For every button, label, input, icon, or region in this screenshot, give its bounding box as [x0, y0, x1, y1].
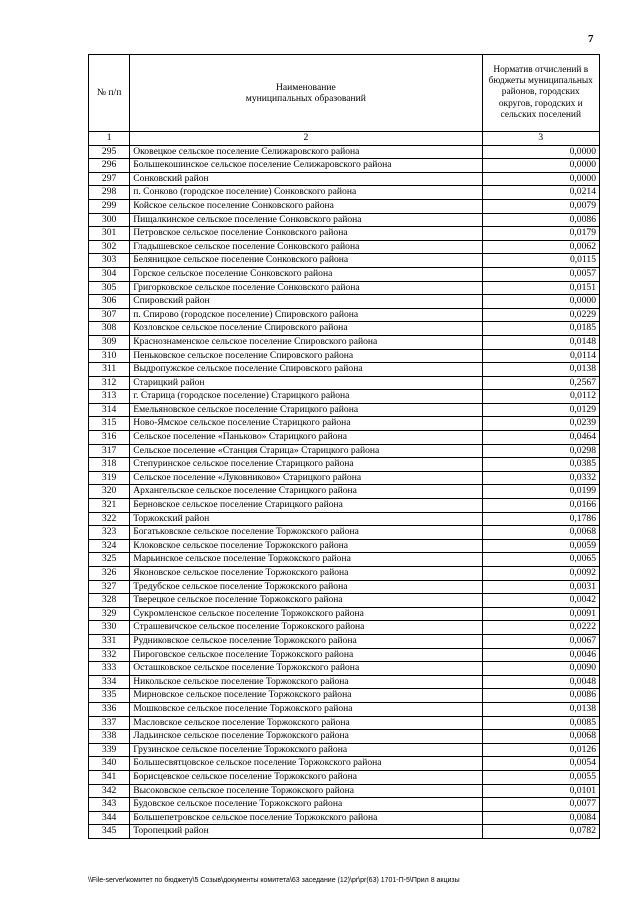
norm-value: 0,0114: [482, 349, 599, 363]
municipality-name: Высоковское сельское поселение Торжокского района: [130, 784, 482, 798]
norm-value: 0,0086: [482, 213, 599, 227]
municipality-name: Выдропужское сельское поселение Спировского района: [130, 363, 482, 377]
norm-value: 0,0042: [482, 594, 599, 608]
row-number: 296: [89, 159, 130, 173]
table-row: [89, 186, 600, 200]
norm-value: 0,0239: [482, 417, 599, 431]
header-norm: Норматив отчислений в бюджеты муниципальных районов, городских округов, городских и сельских поселений: [482, 55, 599, 132]
municipality-name: Койское сельское поселение Сонковского района: [130, 199, 482, 213]
municipality-name: Тверецкое сельское поселение Торжокского района: [130, 594, 482, 608]
municipality-name: Борисцевское сельское поселение Торжокского района: [130, 770, 482, 784]
municipality-name: Спировский район: [130, 295, 482, 309]
table-row: [89, 308, 600, 322]
row-number: 326: [89, 567, 130, 581]
table-row: [89, 689, 600, 703]
municipality-name: г. Старица (городское поселение) Старицкого района: [130, 390, 482, 404]
header-name: [130, 55, 482, 132]
row-number: 314: [89, 403, 130, 417]
row-number: 312: [89, 376, 130, 390]
municipality-name: Сельское поселение «Паньково» Старицкого района: [130, 431, 482, 445]
norm-value: 0,0090: [482, 662, 599, 676]
municipality-name: Грузинское сельское поселение Торжокского района: [130, 743, 482, 757]
table-row: [89, 743, 600, 757]
norm-value: 0,0079: [482, 199, 599, 213]
municipality-name: Емельяновское сельское поселение Старицкого района: [130, 403, 482, 417]
municipality-name: Краснознаменское сельское поселение Спировского района: [130, 335, 482, 349]
norm-value: 0,0000: [482, 295, 599, 309]
row-number: 341: [89, 770, 130, 784]
municipality-name: п. Спирово (городское поселение) Спировского района: [130, 308, 482, 322]
row-number: 329: [89, 607, 130, 621]
norm-value: 0,0199: [482, 485, 599, 499]
municipality-name: Берновское сельское поселение Старицкого района: [130, 499, 482, 513]
municipality-name: Гладышевское сельское поселение Сонковского района: [130, 240, 482, 254]
row-number: 301: [89, 227, 130, 241]
table-row: [89, 811, 600, 825]
table-row: [89, 363, 600, 377]
row-number: 300: [89, 213, 130, 227]
municipality-name: Будовское сельское поселение Торжокского района: [130, 798, 482, 812]
norm-value: 0,0332: [482, 471, 599, 485]
table-row: [89, 539, 600, 553]
municipality-name: Пеньковское сельское поселение Спировского района: [130, 349, 482, 363]
row-number: 315: [89, 417, 130, 431]
norm-value: 0,0115: [482, 254, 599, 268]
row-number: 295: [89, 145, 130, 159]
row-number: 321: [89, 499, 130, 513]
norm-value: 0,0151: [482, 281, 599, 295]
table-row: [89, 199, 600, 213]
norm-value: 0,0068: [482, 730, 599, 744]
norm-value: 0,0048: [482, 675, 599, 689]
row-number: 298: [89, 186, 130, 200]
norm-value: 0,0085: [482, 716, 599, 730]
row-number: 310: [89, 349, 130, 363]
municipality-name: Сонковский район: [130, 172, 482, 186]
row-number: 322: [89, 512, 130, 526]
norm-value: 0,0057: [482, 267, 599, 281]
row-number: 323: [89, 526, 130, 540]
row-number: 338: [89, 730, 130, 744]
table-row: [89, 335, 600, 349]
municipality-name: Сельское поселение «Луковниково» Старицкого района: [130, 471, 482, 485]
table-header-row: [89, 55, 600, 132]
table-row: [89, 403, 600, 417]
row-number: 333: [89, 662, 130, 676]
norm-value: 0,0298: [482, 444, 599, 458]
norm-value: 0,0179: [482, 227, 599, 241]
header-name-line1: Наименование: [275, 81, 336, 93]
table-row: [89, 716, 600, 730]
municipality-name: Архангельское сельское поселение Старицкого района: [130, 485, 482, 499]
table-row: [89, 702, 600, 716]
municipality-name: Сукромленское сельское поселение Торжокского района: [130, 607, 482, 621]
row-number: 325: [89, 553, 130, 567]
row-number: 337: [89, 716, 130, 730]
municipality-name: Петровское сельское поселение Сонковского района: [130, 227, 482, 241]
table-row: [89, 634, 600, 648]
norm-value: 0,0065: [482, 553, 599, 567]
norm-value: 0,0091: [482, 607, 599, 621]
table-row: [89, 662, 600, 676]
norm-value: 0,0059: [482, 539, 599, 553]
municipality-name: Страшевичское сельское поселение Торжокского района: [130, 621, 482, 635]
row-number: 311: [89, 363, 130, 377]
norm-value: 0,0077: [482, 798, 599, 812]
row-number: 342: [89, 784, 130, 798]
norm-value: 0,0229: [482, 308, 599, 322]
table-row: [89, 349, 600, 363]
row-number: 307: [89, 308, 130, 322]
norm-value: 0,2567: [482, 376, 599, 390]
row-number: 308: [89, 322, 130, 336]
norm-value: 0,0214: [482, 186, 599, 200]
municipality-name: Пироговское сельское поселение Торжокского района: [130, 648, 482, 662]
row-number: 339: [89, 743, 130, 757]
norm-value: 0,0031: [482, 580, 599, 594]
norm-value: 0,0055: [482, 770, 599, 784]
norm-value: 0,0464: [482, 431, 599, 445]
norm-value: 0,0222: [482, 621, 599, 635]
municipality-name: Осташковское сельское поселение Торжокского района: [130, 662, 482, 676]
row-number: 305: [89, 281, 130, 295]
norm-value: 0,0046: [482, 648, 599, 662]
column-index-1: 1: [89, 132, 130, 146]
table-row: [89, 675, 600, 689]
row-number: 302: [89, 240, 130, 254]
municipality-name: Масловское сельское поселение Торжокского района: [130, 716, 482, 730]
municipality-name: Степуринское сельское поселение Старицкого района: [130, 458, 482, 472]
municipality-name: п. Сонково (городское поселение) Сонковского района: [130, 186, 482, 200]
norm-value: 0,0129: [482, 403, 599, 417]
norm-value: 0,0000: [482, 145, 599, 159]
municipality-name: Козловское сельское поселение Спировского района: [130, 322, 482, 336]
municipality-name: Богатьковское сельское поселение Торжокского района: [130, 526, 482, 540]
table-row: [89, 417, 600, 431]
municipality-name: Мошковское сельское поселение Торжокского района: [130, 702, 482, 716]
file-path-footer: \\File-server\комитет по бюджету\5 Созыв\документы комитета\63 заседание (12)\pr\pr(63) 1701-П-5\Прил 8 акцизы: [88, 877, 460, 884]
municipality-name: Беляницкое сельское поселение Сонковского района: [130, 254, 482, 268]
row-number: 313: [89, 390, 130, 404]
norm-value: 0,0068: [482, 526, 599, 540]
row-number: 306: [89, 295, 130, 309]
norm-value: 0,0101: [482, 784, 599, 798]
table-row: [89, 322, 600, 336]
municipality-name: Оковецкое сельское поселение Селижаровского района: [130, 145, 482, 159]
column-index-row: [89, 132, 600, 146]
norm-value: 0,0054: [482, 757, 599, 771]
row-number: 335: [89, 689, 130, 703]
page-number: 7: [588, 33, 594, 45]
table-row: [89, 281, 600, 295]
column-index-3: 3: [482, 132, 599, 146]
row-number: 309: [89, 335, 130, 349]
municipality-name: Григорковское сельское поселение Сонковского района: [130, 281, 482, 295]
municipality-name: Рудниковское сельское поселение Торжокского района: [130, 634, 482, 648]
municipality-name: Марьинское сельское поселение Торжокского района: [130, 553, 482, 567]
municipality-name: Горское сельское поселение Сонковского района: [130, 267, 482, 281]
norm-value: 0,0782: [482, 825, 599, 839]
row-number: 332: [89, 648, 130, 662]
table-row: [89, 512, 600, 526]
table-row: [89, 227, 600, 241]
norm-value: 0,0000: [482, 159, 599, 173]
table-row: [89, 471, 600, 485]
municipality-name: Никольское сельское поселение Торжокского района: [130, 675, 482, 689]
municipality-name: Яконовское сельское поселение Торжокского района: [130, 567, 482, 581]
norm-value: 0,0067: [482, 634, 599, 648]
norm-value: 0,0185: [482, 322, 599, 336]
row-number: 317: [89, 444, 130, 458]
row-number: 343: [89, 798, 130, 812]
table-row: [89, 240, 600, 254]
row-number: 319: [89, 471, 130, 485]
row-number: 303: [89, 254, 130, 268]
table-row: [89, 172, 600, 186]
table-row: [89, 499, 600, 513]
row-number: 316: [89, 431, 130, 445]
table-row: [89, 567, 600, 581]
municipality-name: Большепетровское сельское поселение Торжокского района: [130, 811, 482, 825]
norm-value: 0,0148: [482, 335, 599, 349]
table-row: [89, 526, 600, 540]
municipality-name: Пищалкинское сельское поселение Сонковского района: [130, 213, 482, 227]
table-row: [89, 770, 600, 784]
row-number: 345: [89, 825, 130, 839]
table-row: [89, 458, 600, 472]
municipality-name: Большесвятцовское сельское поселение Торжокского района: [130, 757, 482, 771]
table-row: [89, 159, 600, 173]
row-number: 344: [89, 811, 130, 825]
table-row: [89, 295, 600, 309]
table-row: [89, 594, 600, 608]
row-number: 328: [89, 594, 130, 608]
norm-value: 0,0000: [482, 172, 599, 186]
table-row: [89, 254, 600, 268]
municipality-name: Торжокский район: [130, 512, 482, 526]
municipality-name: Сельское поселение «Станция Старица» Старицкого района: [130, 444, 482, 458]
allocation-table: [88, 54, 600, 839]
row-number: 334: [89, 675, 130, 689]
table-row: [89, 825, 600, 839]
norm-value: 0,1786: [482, 512, 599, 526]
municipality-name: Тредубское сельское поселение Торжокского района: [130, 580, 482, 594]
row-number: 336: [89, 702, 130, 716]
norm-value: 0,0166: [482, 499, 599, 513]
table-row: [89, 485, 600, 499]
norm-value: 0,0084: [482, 811, 599, 825]
municipality-name: Большекошинское сельское поселение Селижаровского района: [130, 159, 482, 173]
table-row: [89, 621, 600, 635]
norm-value: 0,0092: [482, 567, 599, 581]
table-row: [89, 798, 600, 812]
table-row: [89, 267, 600, 281]
table-row: [89, 757, 600, 771]
row-number: 318: [89, 458, 130, 472]
row-number: 304: [89, 267, 130, 281]
norm-value: 0,0062: [482, 240, 599, 254]
municipality-name: Ново-Ямское сельское поселение Старицкого района: [130, 417, 482, 431]
municipality-name: Клоковское сельское поселение Торжокского района: [130, 539, 482, 553]
row-number: 331: [89, 634, 130, 648]
municipality-name: Мирновское сельское поселение Торжокского района: [130, 689, 482, 703]
table-row: [89, 730, 600, 744]
table-row: [89, 390, 600, 404]
row-number: 299: [89, 199, 130, 213]
norm-value: 0,0138: [482, 363, 599, 377]
row-number: 327: [89, 580, 130, 594]
row-number: 324: [89, 539, 130, 553]
table-row: [89, 444, 600, 458]
norm-value: 0,0086: [482, 689, 599, 703]
table-row: [89, 213, 600, 227]
row-number: 330: [89, 621, 130, 635]
municipality-name: Старицкий район: [130, 376, 482, 390]
norm-value: 0,0138: [482, 702, 599, 716]
table-row: [89, 607, 600, 621]
table-row: [89, 784, 600, 798]
table-row: [89, 580, 600, 594]
municipality-name: Торопецкий район: [130, 825, 482, 839]
table-row: [89, 553, 600, 567]
municipality-name: Ладьинское сельское поселение Торжокского района: [130, 730, 482, 744]
header-number: № п/п: [89, 55, 130, 132]
norm-value: 0,0385: [482, 458, 599, 472]
row-number: 297: [89, 172, 130, 186]
header-name-line2: муниципальных образований: [245, 93, 366, 104]
column-index-2: 2: [130, 132, 482, 146]
table-row: [89, 376, 600, 390]
row-number: 340: [89, 757, 130, 771]
row-number: 320: [89, 485, 130, 499]
table-row: [89, 648, 600, 662]
table-row: [89, 431, 600, 445]
norm-value: 0,0112: [482, 390, 599, 404]
table-row: [89, 145, 600, 159]
norm-value: 0,0126: [482, 743, 599, 757]
